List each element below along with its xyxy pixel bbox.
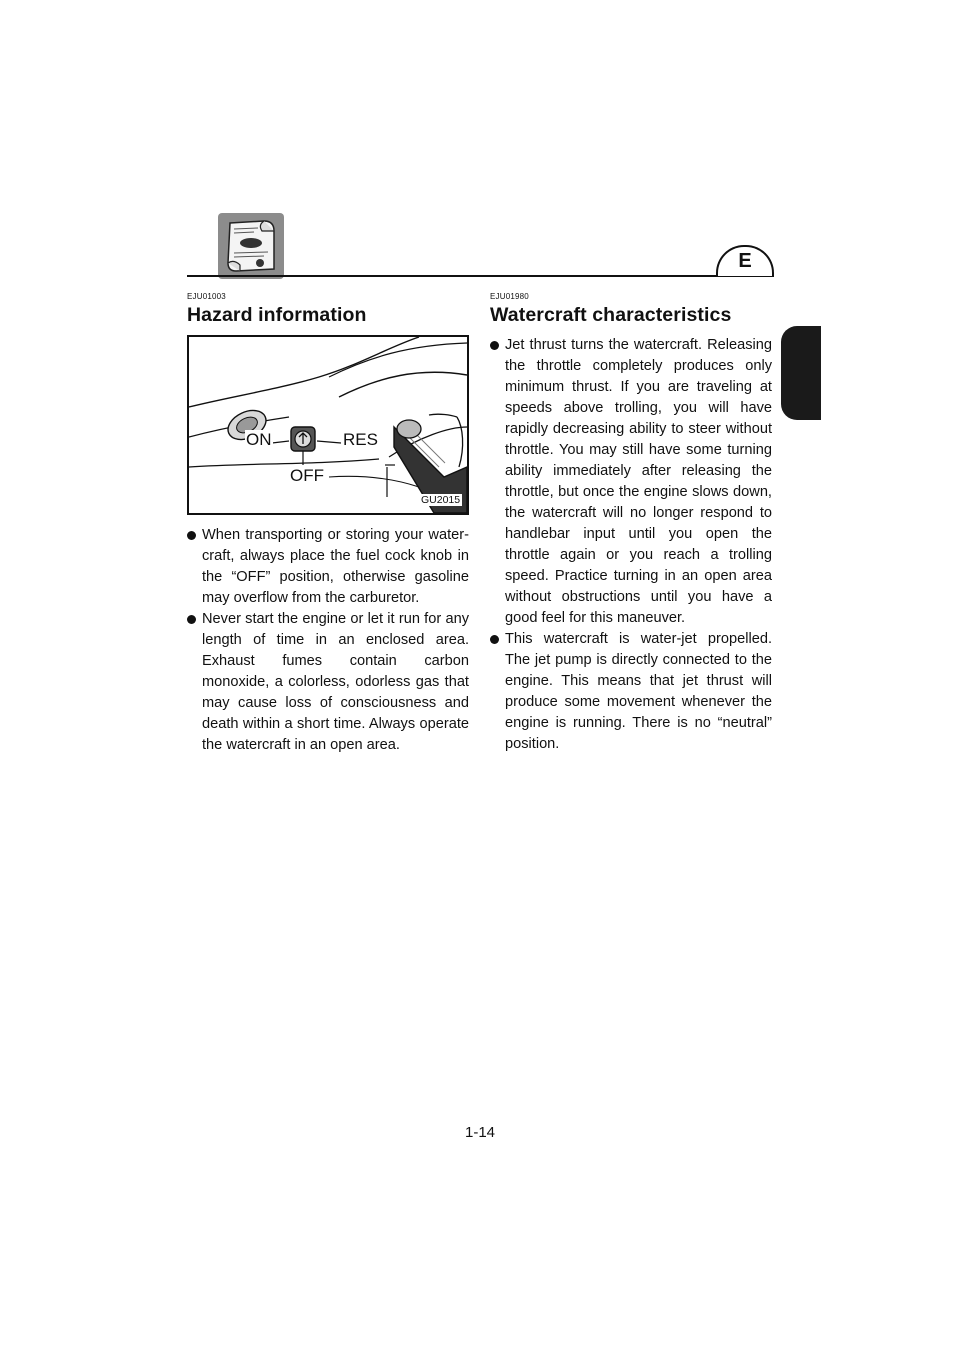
left-column — [187, 292, 469, 756]
fuel-cock-illustration — [189, 337, 467, 513]
fuel-cock-on-label: ON — [246, 430, 272, 449]
bullet-text: When transporting or storing your watercraft, always place the fuel cock knob in the “OFF” position, otherwise gasoline may overflow from the carburetor. — [202, 527, 469, 606]
fuel-cock-figure — [187, 335, 469, 515]
bullet-text: Never start the engine or let it run for any length of time in an enclosed area. Exhaust fumes contain carbon monoxide, a colorless, odorless gas that may cause loss of consciousness and death within a short time. Always operate the watercraft in an open area. — [202, 611, 469, 753]
figure-code: GU2015 — [421, 494, 461, 506]
right-column — [490, 292, 772, 755]
bullet-text: This watercraft is water-jet propelled. The jet pump is directly connected to the engine. This means that jet thrust will produce some movement whenever the engine is running. There is no “neutral” position. — [505, 631, 772, 752]
section-code: EJU01003 — [187, 292, 226, 301]
list-item — [187, 525, 469, 609]
characteristics-bullet-list — [490, 335, 772, 755]
fuel-cock-res-label: RES — [343, 430, 378, 449]
section-code: EJU01980 — [490, 292, 529, 301]
section-title: Hazard information — [187, 304, 367, 326]
bullet-icon — [490, 341, 499, 350]
list-item — [187, 609, 469, 756]
hazard-bullet-list — [187, 525, 469, 756]
list-item — [490, 629, 772, 755]
page-number: 1-14 — [464, 1124, 496, 1141]
manual-book-icon — [218, 213, 284, 279]
bullet-icon — [187, 615, 196, 624]
header-rule — [187, 275, 774, 277]
fuel-cock-off-label: OFF — [290, 466, 324, 485]
bullet-text: Jet thrust turns the watercraft. Releasing the throttle completely produces only minimum thrust. If you are traveling at speeds above trolling, you will have rapidly decreasing ability to steer without throttle. You may still have some turning ability immediately after releasing the throttle, but once the engine slows down, the watercraft will no longer respond to handlebar input until you open the throttle again or you reach a trolling speed. Practice turning in an open area without obstructions until you have a good feel for this maneuver. — [505, 337, 772, 626]
bullet-icon — [187, 531, 196, 540]
section-side-tab — [781, 326, 821, 420]
section-title: Watercraft characteristics — [490, 304, 732, 326]
language-badge: E — [716, 245, 774, 276]
list-item — [490, 335, 772, 629]
bullet-icon — [490, 635, 499, 644]
